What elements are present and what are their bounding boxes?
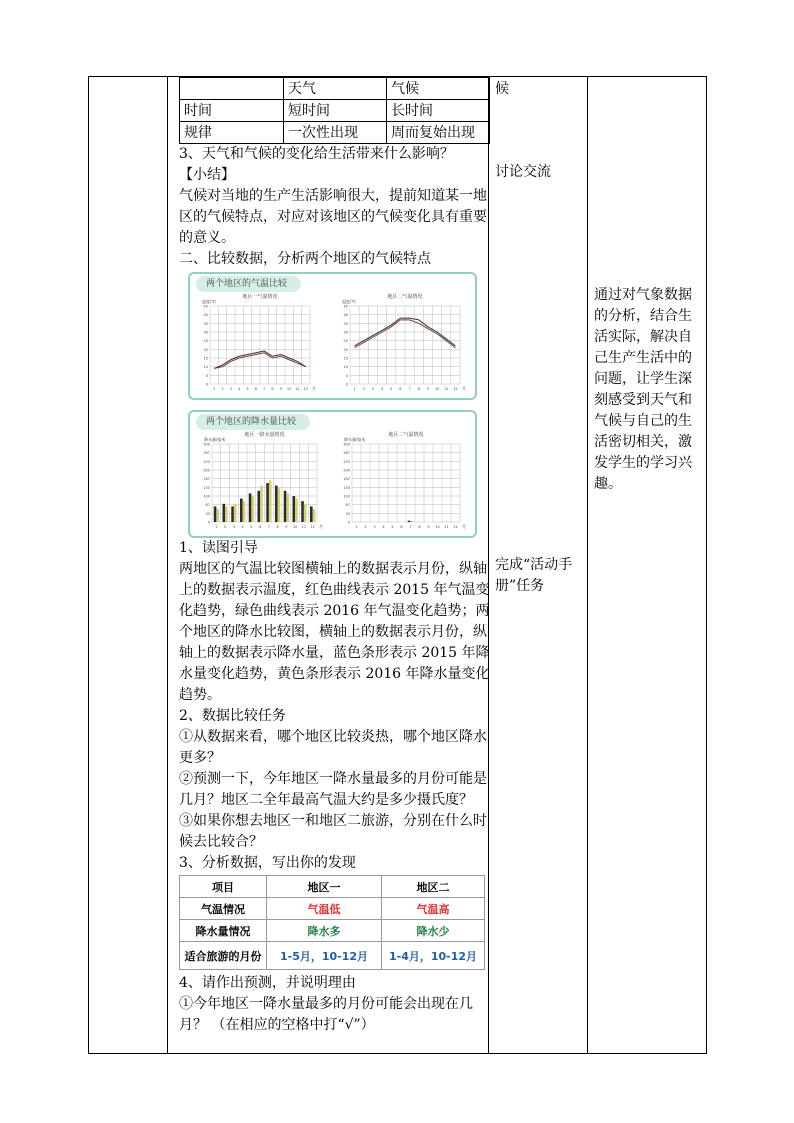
- y-tick-label: 267: [343, 451, 350, 456]
- x-tick-label: 5: [246, 387, 249, 391]
- guide-line: 上的数据表示温度，红色曲线表示 2015 年气温变: [179, 582, 490, 598]
- guide-line: 化趋势，绿色曲线表示 2016 年气温变化趋势；两: [179, 603, 490, 619]
- x-tick-label: 3: [371, 387, 375, 391]
- text-block: [179, 973, 491, 1036]
- activity-text: 候: [495, 81, 509, 97]
- y-tick-label: 133: [203, 485, 210, 490]
- y-tick-label: 10: [203, 365, 208, 370]
- summary-line: 区的气候特点，对应对该地区的气候变化具有重要: [179, 209, 487, 225]
- section-2-title: 二、比较数据，分析两个地区的气候特点: [179, 251, 431, 267]
- activity-text: 讨论交流: [495, 164, 551, 180]
- x-tick-label: 9: [285, 525, 288, 529]
- x-tick-label: 12: [453, 525, 458, 529]
- y-tick-label: 15: [203, 356, 208, 361]
- intent-line: 气候与自己的生: [594, 413, 692, 429]
- y-tick-label: 233: [203, 459, 210, 464]
- y-tick-label: 300: [343, 442, 350, 447]
- bar: [293, 496, 296, 522]
- result-header-cell: 地区二: [382, 876, 485, 898]
- y-tick-label: 0: [345, 382, 348, 387]
- bar: [284, 491, 287, 522]
- y-tick-label: 20: [343, 347, 348, 352]
- result-cell: 1-4月，10-12月: [382, 942, 485, 970]
- bar: [249, 493, 252, 522]
- result-cell: 气温低: [267, 898, 382, 920]
- task-line: ②预测一下，今年地区一降水量最多的月份可能是: [179, 771, 487, 787]
- summary-line: 气候对当地的生产生活影响很大，提前知道某一地: [179, 188, 487, 204]
- bar: [278, 488, 281, 522]
- x-tick-label: 6: [399, 387, 402, 391]
- teaching-content-column: [173, 77, 490, 1053]
- y-tick-label: 25: [203, 339, 208, 344]
- x-tick-label: 4: [380, 387, 384, 391]
- y-tick-label: 30: [203, 330, 208, 335]
- x-tick-label: 6: [400, 525, 403, 529]
- question-3-title: 3、天气和气候的变化给生活带来什么影响？: [179, 146, 454, 162]
- x-tick-label: 2: [221, 387, 224, 391]
- bar: [269, 480, 272, 522]
- y-tick-label: 30: [343, 330, 348, 335]
- table-cell: 一次性出现: [284, 122, 387, 144]
- y-tick-label: 40: [203, 313, 208, 318]
- bar: [234, 504, 237, 522]
- weather-climate-table: [179, 77, 490, 144]
- bar: [216, 509, 219, 522]
- bar: [295, 499, 298, 522]
- x-tick-label: 3: [373, 525, 376, 529]
- x-tick-label: 3: [232, 525, 235, 529]
- x-tick-label: 1: [353, 387, 356, 391]
- precipitation-comparison-panel: [188, 410, 477, 538]
- x-tick-label: 10: [292, 525, 298, 529]
- guide-line: 趋势。: [179, 687, 221, 703]
- result-cell: 气温高: [382, 898, 485, 920]
- result-row-label: 适合旅游的月份: [180, 942, 267, 970]
- table-cell: 气候: [387, 78, 490, 100]
- x-tick-label: 6: [254, 387, 257, 391]
- x-axis-label: 月: [462, 386, 466, 391]
- x-tick-label: 11: [444, 525, 449, 529]
- x-tick-label: 3: [229, 387, 232, 391]
- x-tick-label: 2: [362, 387, 365, 391]
- intent-line: 的分析，结合生: [594, 308, 692, 324]
- y-tick-label: 5: [205, 373, 208, 378]
- bar: [286, 493, 289, 522]
- bar: [266, 483, 269, 522]
- y-tick-label: 45: [203, 304, 208, 309]
- x-tick-label: 7: [409, 525, 412, 529]
- x-tick-label: 8: [417, 387, 420, 391]
- y-tick-label: 33: [345, 511, 350, 516]
- guide-line: 两地区的气温比较图横轴上的数据表示月份，纵轴: [179, 561, 487, 577]
- y-tick-label: 233: [343, 459, 350, 464]
- y-tick-label: 10: [343, 365, 348, 370]
- bar: [243, 501, 246, 522]
- intent-line: 通过对气象数据: [594, 287, 692, 303]
- x-tick-label: 1: [213, 387, 216, 391]
- x-tick-label: 12: [453, 387, 458, 391]
- y-tick-label: 267: [203, 451, 210, 456]
- table-cell: 长时间: [387, 100, 490, 122]
- x-tick-label: 2: [224, 525, 227, 529]
- intent-line: 问题，让学生深: [594, 371, 692, 387]
- y-tick-label: 133: [343, 485, 350, 490]
- x-tick-label: 9: [426, 387, 430, 391]
- bar: [260, 486, 263, 522]
- column-divider: [167, 77, 168, 1053]
- y-tick-label: 0: [207, 520, 210, 525]
- guide-line: 轴上的数据表示降水量，蓝色条形表示 2015 年降: [179, 645, 490, 661]
- y-tick-label: 67: [205, 503, 210, 508]
- chart-title: 地区一降水量情况: [244, 432, 285, 438]
- x-tick-label: 5: [250, 525, 253, 529]
- x-tick-label: 4: [382, 525, 385, 529]
- y-tick-label: 15: [343, 356, 348, 361]
- y-tick-label: 100: [343, 494, 350, 499]
- guide-line: 水量变化趋势，黄色条形表示 2016 年降水量变化: [179, 666, 490, 682]
- temperature-charts: [190, 274, 475, 398]
- x-tick-label: 10: [286, 387, 292, 391]
- task-line: 几月？地区二全年最高气温大约是多少摄氏度？: [179, 792, 473, 808]
- column-divider: [587, 77, 588, 1053]
- x-tick-label: 10: [434, 387, 440, 391]
- y-tick-label: 20: [203, 347, 208, 352]
- task-line: ③如果你想去地区一和地区二旅游，分别在什么时: [179, 813, 487, 829]
- guide-line: 个地区的降水比较图，横轴上的数据表示月份，纵: [179, 624, 487, 640]
- x-tick-label: 4: [241, 525, 244, 529]
- task-line: 候去比较合？: [179, 834, 263, 850]
- precipitation-charts: [190, 412, 475, 536]
- y-tick-label: 300: [203, 442, 210, 447]
- activity-text: 完成“活动手: [495, 557, 573, 573]
- chart-title: 地区一气温情况: [242, 294, 278, 300]
- x-tick-label: 11: [444, 387, 449, 391]
- intent-line: 活实际，解决自: [594, 329, 692, 345]
- analyze-title: 3、分析数据，写出你的发现: [179, 855, 356, 871]
- x-tick-label: 12: [303, 387, 309, 391]
- design-intent-column: [594, 77, 704, 1053]
- bar: [304, 504, 307, 522]
- bar: [251, 496, 254, 522]
- y-tick-label: 0: [347, 520, 350, 525]
- x-tick-label: 1: [215, 525, 218, 529]
- intent-line: 己生产生活中的: [594, 350, 692, 366]
- bar: [223, 504, 226, 522]
- x-axis-label: 月: [312, 386, 316, 391]
- panel-title: 两个地区的气温比较: [196, 276, 301, 292]
- x-tick-label: 11: [301, 525, 307, 529]
- predict-line: ①今年地区一降水量最多的月份可能会出现在几: [179, 996, 473, 1012]
- y-axis-label: 温度/℃: [202, 299, 216, 304]
- result-cell: 降水多: [267, 920, 382, 942]
- text-block: [179, 538, 491, 874]
- table-cell: [180, 78, 284, 100]
- x-tick-label: 4: [238, 387, 241, 391]
- x-tick-label: 8: [418, 525, 421, 529]
- bar: [301, 501, 304, 522]
- y-tick-label: 67: [345, 503, 350, 508]
- x-tick-label: 11: [295, 387, 300, 391]
- table-cell: 规律: [180, 122, 284, 144]
- result-row-label: 降水量情况: [180, 920, 267, 942]
- x-tick-label: 12: [310, 525, 315, 529]
- result-header-cell: 项目: [180, 876, 267, 898]
- x-tick-label: 6: [259, 525, 262, 529]
- y-tick-label: 0: [205, 382, 208, 387]
- bar: [408, 521, 411, 522]
- x-tick-label: 9: [427, 525, 430, 529]
- temperature-comparison-panel: [188, 272, 477, 400]
- bar: [411, 521, 414, 522]
- y-tick-label: 167: [343, 477, 350, 482]
- y-axis-label: 温度/℃: [342, 299, 356, 304]
- x-tick-label: 7: [263, 387, 266, 391]
- predict-line: 月？ （在相应的空格中打“√”）: [179, 1017, 375, 1033]
- bar: [231, 506, 234, 522]
- lesson-table: [88, 76, 707, 1054]
- x-tick-label: 2: [364, 525, 367, 529]
- x-tick-label: 5: [391, 525, 394, 529]
- intent-line: 趣。: [594, 476, 622, 492]
- guide-title: 1、读图引导: [179, 540, 258, 556]
- y-tick-label: 45: [343, 304, 348, 309]
- bar: [240, 499, 243, 522]
- y-tick-label: 33: [205, 511, 210, 516]
- bar: [258, 491, 261, 522]
- y-axis-label: 降水量/毫米: [204, 437, 226, 442]
- table-cell: 周而复始出现: [387, 122, 490, 144]
- chart-title: 地区二气温情况: [388, 432, 424, 438]
- activity-text: 册”任务: [495, 578, 545, 594]
- x-tick-label: 9: [279, 387, 282, 391]
- x-tick-label: 7: [267, 525, 270, 529]
- bar: [214, 506, 217, 522]
- table-cell: 短时间: [284, 100, 387, 122]
- bar: [310, 506, 313, 522]
- x-tick-label: 8: [271, 387, 274, 391]
- result-table: [179, 875, 485, 970]
- y-tick-label: 25: [343, 339, 348, 344]
- intent-line: 发学生的学习兴: [594, 455, 692, 471]
- y-tick-label: 200: [203, 468, 210, 473]
- task-title: 2、数据比较任务: [179, 708, 286, 724]
- y-tick-label: 200: [343, 468, 350, 473]
- summary-label: 【小结】: [179, 167, 235, 183]
- x-tick-label: 10: [435, 525, 440, 529]
- y-tick-label: 100: [203, 494, 210, 499]
- chart-title: 地区二气温情况: [387, 294, 423, 300]
- y-tick-label: 40: [343, 313, 348, 318]
- intent-line: 活密切相关，激: [594, 434, 692, 450]
- x-axis-label: 月: [462, 524, 466, 529]
- task-line: ①从数据来看，哪个地区比较炎热，哪个地区降水: [179, 729, 487, 745]
- intent-line: 刻感受到天气和: [594, 392, 692, 408]
- summary-line: 的意义。: [179, 230, 235, 246]
- x-tick-label: 7: [408, 387, 411, 391]
- y-tick-label: 167: [203, 477, 210, 482]
- bar: [225, 506, 228, 522]
- result-cell: 降水少: [382, 920, 485, 942]
- result-header-cell: 地区一: [267, 876, 382, 898]
- table-cell: 天气: [284, 78, 387, 100]
- result-cell: 1-5月，10-12月: [267, 942, 382, 970]
- predict-title: 4、请作出预测，并说明理由: [179, 975, 356, 991]
- task-line: 更多？: [179, 750, 221, 766]
- result-row-label: 气温情况: [180, 898, 267, 920]
- table-cell: 时间: [180, 100, 284, 122]
- student-activity-column: [495, 77, 585, 1053]
- x-axis-label: 月: [319, 524, 323, 529]
- text-block: [179, 144, 491, 270]
- y-tick-label: 5: [345, 373, 348, 378]
- x-tick-label: 1: [355, 525, 358, 529]
- x-tick-label: 5: [390, 387, 393, 391]
- bar: [313, 509, 316, 522]
- x-tick-label: 8: [276, 525, 279, 529]
- y-axis-label: 降水量/毫米: [344, 437, 366, 442]
- bar: [275, 486, 278, 522]
- y-tick-label: 35: [203, 321, 208, 326]
- y-tick-label: 35: [343, 321, 348, 326]
- panel-title: 两个地区的降水量比较: [196, 414, 310, 430]
